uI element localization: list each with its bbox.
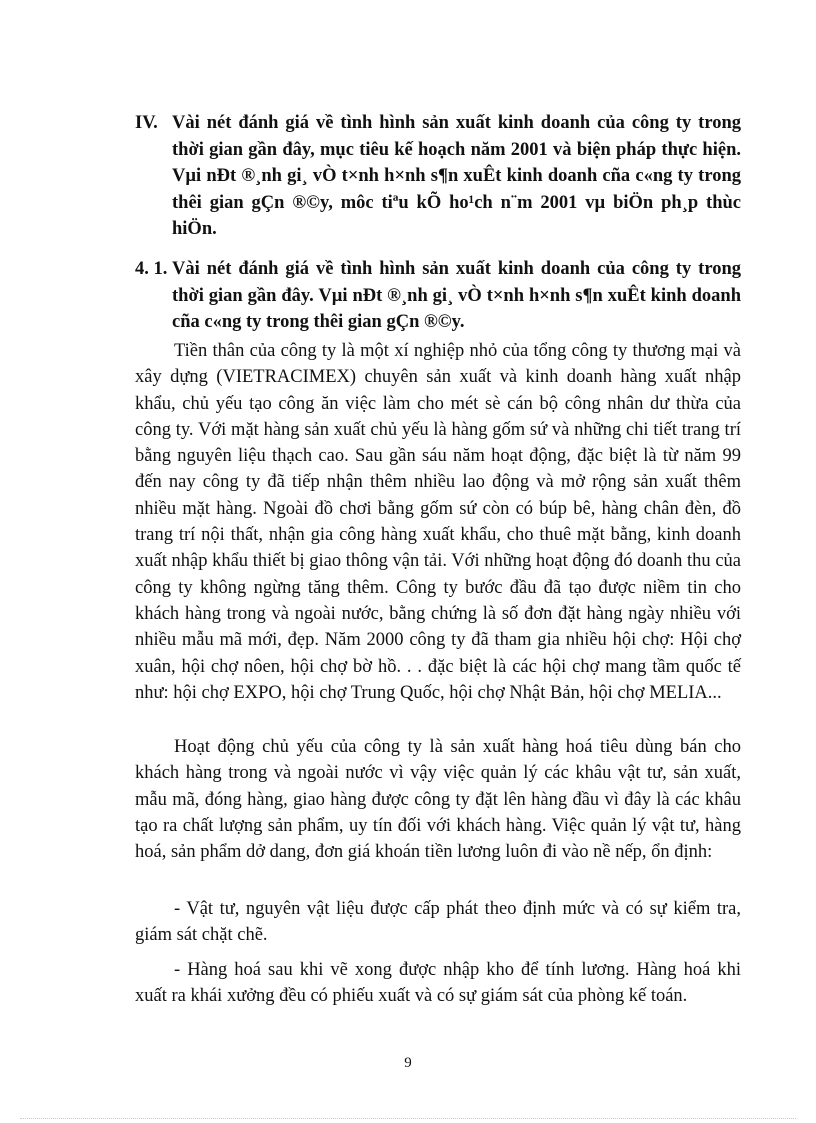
body-paragraph: - Vật tư, nguyên vật liệu được cấp phát theo định mức và có sự kiểm tra, giám sát chặt chẽ. xyxy=(135,899,741,946)
section-4-1-heading xyxy=(135,256,741,336)
page-bottom-border xyxy=(20,1118,796,1119)
body-paragraph: Hoạt động chủ yếu của công ty là sản xuất hàng hoá tiêu dùng bán cho khách hàng trong và ngoài nước vì vậy việc quản lý các khâu vật tư, sản xuất, mẫu mã, đóng hàng, giao hàng được công ty đặt lên hàng đầu vì đây là các khâu tạo ra chất lượng sản phẩm, uy tín đối với khách hàng. Việc quản lý vật tư, hàng hoá, sản phẩm dở dang, đơn giá khoán tiền lương luôn đi vào nề nếp, ổn định: xyxy=(135,737,741,863)
section-iv-title: Vài nét đánh giá về tình hình sản xuất kinh doanh của công ty trong thời gian gần đây, mục tiêu kế hoạch năm 2001 và biện pháp thực hiện. Vµi nÐt ®¸nh gi¸ vÒ t×nh h×nh s¶n xuÊt kinh doanh cña c«ng ty trong thêi gian gÇn ®©y, môc tiªu kÕ ho¹ch n¨m 2001 vµ biÖn ph¸p thùc hiÖn. xyxy=(172,113,741,239)
section-4-1-number: 4. 1. xyxy=(135,259,168,279)
page-number: 9 xyxy=(404,1055,412,1071)
body-paragraph: Tiền thân của công ty là một xí nghiệp nhỏ của tổng công ty thương mại và xây dựng (VIETRACIMEX) chuyên sản xuất và kinh doanh hàng xuất nhập khẩu, chủ yếu tạo công ăn việc làm cho mét sè cán bộ công nhân dư thừa của công ty. Với mặt hàng sản xuất chủ yếu là hàng gốm sứ và những chi tiết trang trí bằng nguyên liệu thạch cao. Sau gần sáu năm hoạt động, đặc biệt là từ năm 99 đến nay công ty đã tiếp nhận thêm nhiều lao động và mở rộng sản xuất thêm nhiều mặt hàng. Ngoài đồ chơi bằng gốm sứ còn có búp bê, hàng chân đèn, đồ trang trí nội thất, nhận gia công hàng xuất khẩu, cho thuê mặt bằng, kinh doanh xuất nhập khẩu thiết bị giao thông vận tải. Với những hoạt động đó doanh thu của công ty không ngừng tăng thêm. Công ty bước đầu đã tạo được niềm tin cho khách hàng trong và ngoài nước, bằng chứng là số đơn đặt hàng ngày nhiều với nhiều mẫu mã mới, đẹp. Năm 2000 công ty đã tham gia nhiều hội chợ: Hội chợ xuân, hội chợ nôen, hội chợ bờ hồ. . . đặc biệt là các hội chợ mang tầm quốc tế như: hội chợ EXPO, hội chợ Trung Quốc, hội chợ Nhật Bản, hội chợ MELIA... xyxy=(135,341,741,703)
section-iv-number: IV. xyxy=(135,113,158,133)
body-paragraph: - Hàng hoá sau khi vẽ xong được nhập kho để tính lương. Hàng hoá khi xuất ra khái xưởng đều có phiếu xuất và có sự giám sát của phòng kế toán. xyxy=(135,960,741,1007)
section-4-1-title: Vài nét đánh giá về tình hình sản xuất kinh doanh của công ty trong thời gian gần đây. Vµi nÐt ®¸nh gi¸ vÒ t×nh h×nh s¶n xuÊt kinh doanh cña c«ng ty trong thêi gian gÇn ®©y. xyxy=(172,259,741,332)
section-iv-heading xyxy=(135,110,741,243)
